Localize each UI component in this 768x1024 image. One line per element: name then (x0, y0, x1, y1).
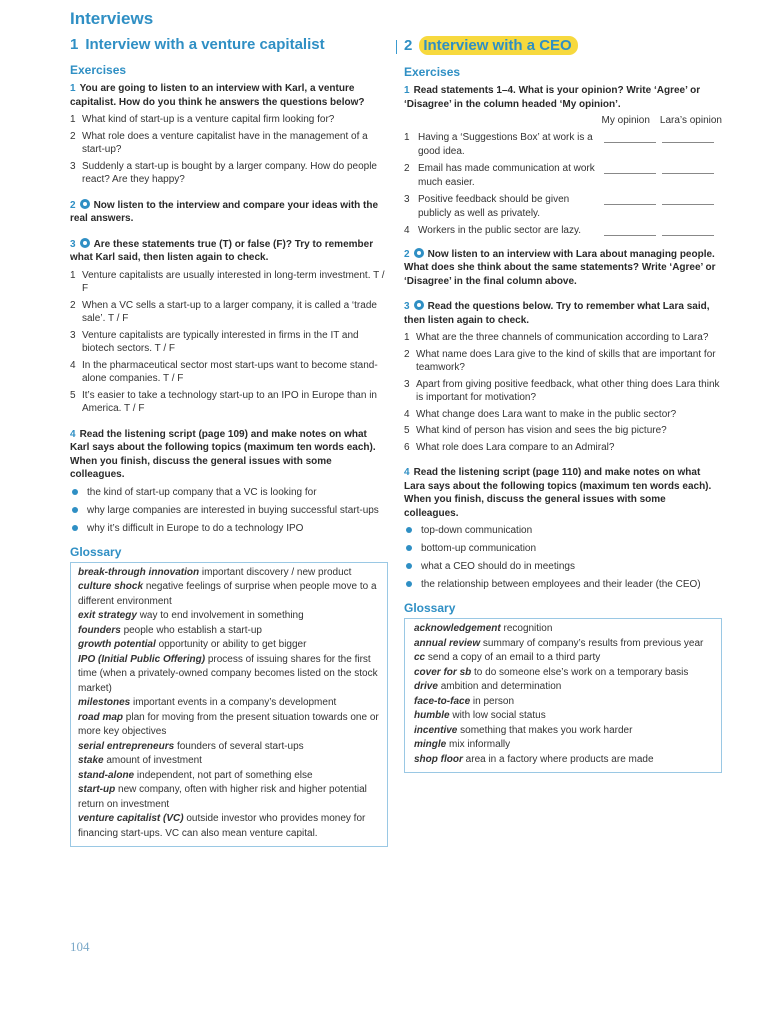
item-number: 3 (404, 378, 410, 390)
item-text: When a VC sells a start-up to a larger company, it is called a ‘trade sale’. T / F (82, 299, 377, 324)
glossary-term: stand-alone (78, 769, 135, 781)
bullet-item (70, 504, 388, 517)
glossary-definition: something that makes you work harder (460, 724, 633, 736)
exercise-1 (70, 82, 388, 109)
glossary-entry (414, 666, 713, 681)
glossary-definition: recognition (503, 623, 553, 634)
item-number: 2 (404, 348, 410, 360)
item-text: In the pharmaceutical sector most start-ups want to become stand-alone companies. T / F (82, 359, 378, 384)
bullet-icon (406, 581, 412, 587)
item-number: 1 (70, 269, 76, 281)
glossary-entry (78, 783, 379, 812)
glossary-term: milestones (78, 697, 131, 708)
opinion-statement (404, 162, 722, 189)
bullet-icon (406, 563, 412, 569)
glossary-definition: summary of company’s results from previous year (482, 637, 704, 649)
exercise-3 (404, 300, 722, 327)
glossary-entry (78, 580, 379, 609)
glossary-term: venture capitalist (VC) (78, 813, 184, 824)
glossary-term: mingle (414, 739, 447, 750)
glossary-definition: in person (472, 695, 515, 707)
exercise-number: 2 (404, 248, 410, 260)
glossary-entry (78, 609, 379, 624)
glossary-entry (414, 637, 713, 652)
exercise-number: 1 (70, 83, 76, 94)
item-number: 3 (404, 194, 410, 205)
glossary-term: humble (414, 710, 450, 721)
exercise-number: 3 (70, 238, 76, 250)
exercise-number: 4 (70, 428, 76, 440)
question-item (70, 130, 388, 157)
glossary-entry (78, 653, 379, 697)
exercise-1 (404, 84, 722, 111)
bullet-icon (406, 527, 412, 533)
section-1-heading: Interview with a venture capitalist (85, 36, 325, 53)
question-item (70, 160, 388, 187)
item-text: What kind of person has vision and sees the big picture? (416, 425, 667, 436)
glossary-term: serial entrepreneurs (78, 740, 175, 752)
item-number: 2 (70, 299, 76, 311)
opinion-statement (404, 131, 722, 158)
glossary-term: shop floor (414, 753, 463, 765)
title-divider (396, 40, 397, 54)
glossary-definition: with low social status (452, 710, 546, 721)
glossary-entry (414, 680, 713, 695)
glossary-entry (78, 769, 379, 784)
item-text: What change does Lara want to make in the public sector? (416, 408, 677, 420)
glossary-definition: to do someone else’s work on a temporary basis (474, 666, 689, 678)
item-text: What role does a venture capitalist have in the management of a start-up? (82, 130, 368, 155)
item-number: 2 (404, 163, 410, 174)
glossary-definition: mix informally (449, 739, 511, 750)
item-text: Workers in the public sector are lazy. (418, 225, 582, 236)
item-number: 1 (404, 332, 410, 343)
question-item (404, 441, 722, 455)
glossary-box (70, 562, 388, 848)
glossary-entry (78, 740, 379, 755)
glossary-definition: opportunity or ability to get bigger (158, 639, 307, 650)
exercise-3-statements (70, 269, 388, 416)
glossary-term: IPO (Initial Public Offering) (78, 653, 206, 665)
opinion-statement (404, 224, 722, 238)
opinion-table-header (404, 115, 722, 126)
statement-item (70, 299, 388, 326)
glossary-definition: important discovery / new product (201, 566, 352, 578)
statement-item (70, 359, 388, 386)
audio-cd-icon (80, 199, 90, 209)
bullet-icon (72, 507, 78, 513)
question-item (404, 424, 722, 438)
bullet-item (70, 486, 388, 499)
glossary-term: start-up (78, 784, 116, 795)
glossary-term: culture shock (78, 581, 144, 592)
audio-cd-icon (414, 248, 424, 258)
item-text: What kind of start-up is a venture capital firm looking for? (82, 114, 335, 125)
opinion-statements (404, 131, 722, 238)
item-text: What name does Lara give to the kind of skills that are important for teamwork? (416, 348, 716, 373)
item-text: Venture capitalists are typically interested in firms in the IT and biotech sectors. T / F (82, 329, 359, 354)
bullet-text: top-down communication (421, 525, 533, 536)
item-text: Having a ‘Suggestions Box’ at work is a good idea. (418, 132, 593, 157)
exercise-4-topics (404, 524, 722, 591)
exercise-text: Are these statements true (T) or false (F)? Try to remember what Karl said, then listen again to check. (70, 238, 374, 263)
glossary-definition: area in a factory where products are made (465, 753, 654, 765)
section-2-heading: Interview with a CEO (419, 36, 577, 55)
bullet-item (70, 522, 388, 535)
glossary-term: face-to-face (414, 695, 471, 707)
item-number: 5 (70, 389, 76, 401)
bullet-text: the kind of start-up company that a VC is looking for (87, 486, 317, 498)
glossary-entry (78, 624, 379, 639)
glossary-term: acknowledgement (414, 623, 501, 634)
glossary-definition: outside investor who provides money for financing start-ups. VC can also mean venture capital. (78, 813, 366, 839)
glossary-definition: send a copy of an email to a third party (427, 652, 601, 663)
item-number: 3 (70, 329, 76, 341)
item-number: 3 (70, 160, 76, 172)
glossary-entry (414, 753, 713, 768)
page-number: 104 (70, 939, 90, 954)
glossary-term: cc (414, 652, 426, 663)
glossary-definition: new company, often with higher risk and higher potential return on investment (78, 784, 367, 810)
question-item (70, 113, 388, 127)
bullet-icon (72, 525, 78, 531)
my-opinion-blank[interactable] (604, 162, 656, 174)
section-venture-capitalist (70, 36, 388, 847)
exercise-number: 1 (404, 85, 410, 96)
audio-cd-icon (80, 238, 90, 248)
section-1-title (70, 36, 388, 53)
bullet-item (404, 542, 722, 555)
section-ceo (404, 36, 722, 773)
glossary-definition: important events in a company’s development (133, 697, 337, 708)
glossary-entry (414, 651, 713, 666)
glossary-term: exit strategy (78, 610, 137, 621)
glossary-term: annual review (414, 637, 481, 649)
laras-opinion-blank[interactable] (662, 162, 714, 174)
glossary-term: drive (414, 681, 438, 692)
section-2-number: 2 (404, 37, 413, 54)
exercise-1-questions (70, 113, 388, 187)
bullet-item (404, 578, 722, 591)
glossary-definition: way to end involvement in something (139, 610, 304, 621)
item-number: 1 (70, 114, 76, 125)
bullet-icon (72, 489, 78, 495)
glossary-term: road map (78, 711, 124, 723)
glossary-entry (78, 754, 379, 769)
bullet-text: bottom-up communication (421, 543, 537, 554)
my-opinion-blank[interactable] (604, 193, 656, 205)
item-number: 4 (404, 408, 410, 420)
item-number: 4 (70, 359, 76, 371)
glossary-heading: Glossary (70, 544, 122, 559)
section-2-title (404, 36, 722, 55)
exercise-text: You are going to listen to an interview with Karl, a venture capitalist. How do you think he answers the questions below? (70, 83, 365, 108)
glossary-heading: Glossary (404, 601, 456, 615)
exercise-text: Now listen to an interview with Lara about managing people. What does she think about the same statements? Write ‘Agree’ or ‘Disagree’ in the final column above. (404, 248, 716, 287)
item-number: 2 (70, 130, 76, 142)
exercise-text: Read statements 1–4. What is your opinion? Write ‘Agree’ or ‘Disagree’ in the column headed ‘My opinion’. (404, 85, 701, 110)
item-number: 6 (404, 441, 410, 453)
glossary-entry (78, 711, 379, 740)
item-text: Suddenly a start-up is bought by a larger company. How do people react? Are they happy? (82, 160, 377, 185)
bullet-text: the relationship between employees and their leader (the CEO) (421, 579, 701, 590)
statement-item (70, 329, 388, 356)
bullet-item (404, 560, 722, 573)
bullet-text: why large companies are interested in buying successful start-ups (87, 504, 379, 516)
glossary-definition: people who establish a start-up (123, 624, 262, 636)
glossary-entry (414, 709, 713, 724)
item-number: 1 (404, 132, 410, 143)
laras-opinion-blank[interactable] (662, 224, 714, 236)
exercise-text: Read the listening script (page 110) and make notes on what Lara says about the following topics (maximum ten words each). When you finish, discuss the general issues with some colleagues. (404, 467, 712, 519)
glossary-term: cover for sb (414, 666, 472, 678)
glossary-definition: plan for moving from the present situation towards one or more key objectives (78, 711, 379, 737)
exercise-4 (70, 428, 388, 482)
glossary-entry (414, 724, 713, 739)
bullet-item (404, 524, 722, 537)
my-opinion-header: My opinion (601, 115, 650, 126)
item-text: Email has made communication at work much easier. (418, 163, 595, 188)
exercise-number: 2 (70, 199, 76, 211)
bullet-text: what a CEO should do in meetings (421, 561, 575, 572)
question-item (404, 331, 722, 345)
question-item (404, 378, 722, 405)
glossary-entry (78, 638, 379, 653)
glossary-term: incentive (414, 724, 458, 736)
item-number: 4 (404, 225, 410, 236)
exercise-2 (404, 248, 722, 289)
my-opinion-blank[interactable] (604, 224, 656, 236)
exercise-text: Now listen to the interview and compare your ideas with the real answers. (70, 199, 379, 224)
item-text: Venture capitalists are usually interested in long-term investment. T / F (82, 269, 385, 294)
exercise-4 (404, 466, 722, 520)
exercise-3-questions (404, 331, 722, 454)
glossary-term: growth potential (78, 639, 156, 650)
glossary-term: break-through innovation (78, 566, 200, 578)
opinion-statement (404, 193, 722, 220)
exercises-heading: Exercises (70, 63, 127, 77)
item-text: Apart from giving positive feedback, what other thing does Lara think is important for motivation? (416, 378, 720, 403)
item-text: What role does Lara compare to an Admiral? (416, 441, 615, 453)
glossary-entry (414, 622, 713, 637)
glossary-box (404, 618, 722, 773)
section-1-number: 1 (70, 36, 79, 53)
item-text: It’s easier to take a technology start-up to an IPO in Europe than in America. T / F (82, 389, 377, 414)
bullet-text: why it’s difficult in Europe to do a technology IPO (87, 522, 304, 534)
glossary-entry (414, 738, 713, 753)
exercise-number: 4 (404, 467, 410, 478)
glossary-term: stake (78, 755, 104, 766)
laras-opinion-blank[interactable] (662, 131, 714, 143)
question-item (404, 348, 722, 375)
item-number: 5 (404, 425, 410, 436)
exercise-number: 3 (404, 301, 410, 312)
page-title: Interviews (70, 9, 154, 28)
exercise-4-topics (70, 486, 388, 535)
glossary-entry (78, 696, 379, 711)
glossary-entry (78, 812, 379, 841)
exercise-text: Read the questions below. Try to remember what Lara said, then listen again to check. (404, 301, 710, 326)
statement-item (70, 389, 388, 416)
exercise-text: Read the listening script (page 109) and make notes on what Karl says about the following topics (maximum ten words each). When you finish, discuss the general issues with some colleagues. (70, 428, 376, 480)
exercise-2 (70, 199, 388, 226)
bullet-icon (406, 545, 412, 551)
glossary-entry (414, 695, 713, 710)
laras-opinion-header: Lara’s opinion (659, 115, 722, 126)
question-item (404, 408, 722, 422)
glossary-definition: process of issuing shares for the first time (when a privately-owned company becomes listed on the stock market) (78, 653, 378, 694)
glossary-definition: ambition and determination (440, 681, 562, 692)
glossary-definition: negative feelings of surprise when people move to a different environment (78, 581, 377, 607)
exercise-3 (70, 238, 388, 265)
glossary-entry (78, 566, 379, 581)
my-opinion-blank[interactable] (604, 131, 656, 143)
glossary-definition: founders of several start-ups (176, 740, 304, 752)
statement-item (70, 269, 388, 296)
audio-cd-icon (414, 300, 424, 310)
glossary-definition: independent, not part of something else (136, 769, 313, 781)
item-text: Positive feedback should be given publicly as well as privately. (418, 194, 570, 219)
item-text: What are the three channels of communication according to Lara? (416, 332, 709, 343)
exercises-heading: Exercises (404, 65, 461, 79)
laras-opinion-blank[interactable] (662, 193, 714, 205)
glossary-definition: amount of investment (106, 755, 202, 766)
glossary-term: founders (78, 624, 121, 636)
